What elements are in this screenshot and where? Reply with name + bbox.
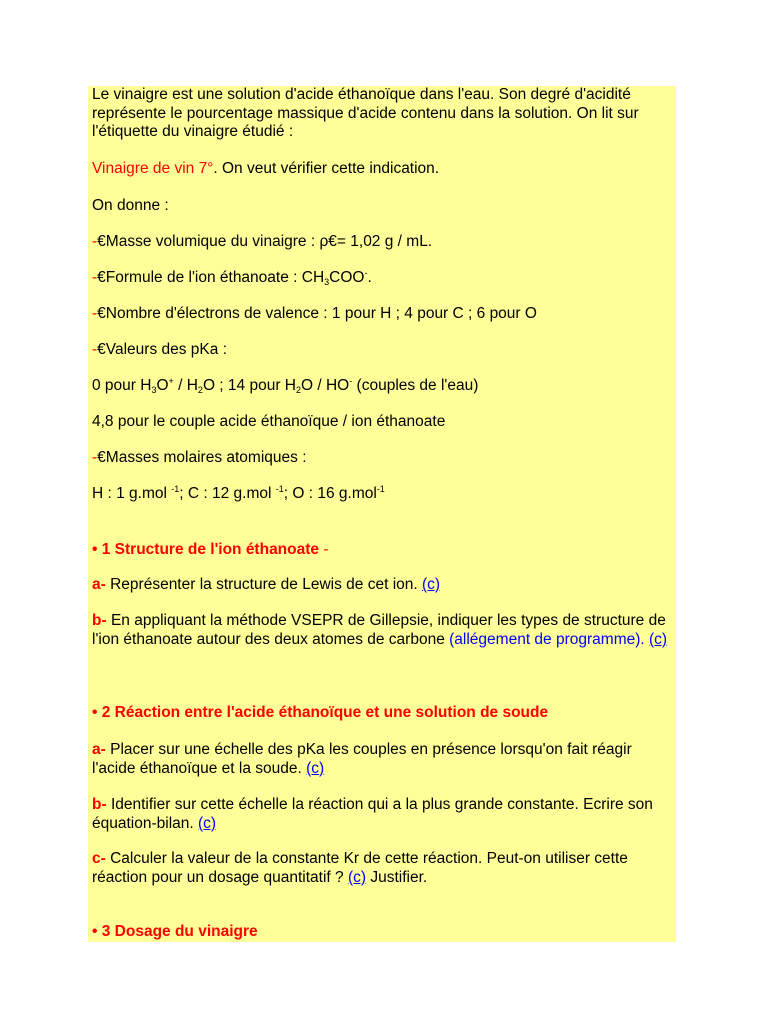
item-masse-volumique (92, 233, 670, 252)
pka-text: / H (173, 377, 198, 394)
section-2-question-a (92, 741, 670, 778)
question-text: Placer sur une échelle des pKa les couples en présence lorsqu'on fait réagir l'acide éthanoïque et la soude. (92, 741, 632, 777)
section-1-heading (92, 541, 670, 560)
item-electrons (92, 305, 670, 324)
item-formule (92, 269, 670, 288)
section-title: 1 Structure de l'ion éthanoate (97, 541, 320, 558)
pka-text: 0 pour H (92, 377, 152, 394)
masses-text: ; O : 16 g.mol (283, 485, 377, 502)
euro-marker: € (328, 233, 337, 250)
dash-marker: - (92, 305, 98, 322)
section-1-question-a (92, 576, 670, 595)
subscript: 2 (197, 385, 203, 395)
superscript: + (168, 376, 174, 386)
superscript: - (364, 268, 368, 278)
item-text: COO (329, 269, 365, 286)
pka-text: O ; 14 pour H (202, 377, 296, 394)
correction-link[interactable]: (c) (422, 576, 441, 593)
section-3-heading (92, 923, 670, 942)
pka-text: O (156, 377, 169, 394)
item-text: Nombre d'électrons de valence : 1 pour H ; 4 pour C ; 6 pour O (105, 305, 537, 322)
question-text: En appliquant la méthode VSEPR de Gillepsie, indiquer les types de structure de l'ion éthanoate autour des deux atomes de carbone (92, 612, 666, 648)
masses-line (92, 485, 670, 504)
pka-text: O / HO (301, 377, 350, 394)
intro-paragraph (92, 86, 670, 142)
section-tail: - (319, 541, 329, 558)
question-marker: b- (92, 612, 107, 629)
item-text: Masses molaires atomiques : (105, 449, 307, 466)
bullet-icon: • (92, 923, 98, 940)
item-pka-header (92, 341, 670, 360)
superscript: -1 (376, 484, 385, 494)
section-1-question-b (92, 612, 670, 649)
dash-marker: - (92, 269, 98, 286)
question-text: Calculer la valeur de la constante Kr de cette réaction. Peut-on utiliser cette réaction pour un dosage quantitatif ? (92, 850, 628, 886)
section-2-heading (92, 704, 670, 723)
item-text: = 1,02 g / mL. (336, 233, 433, 250)
dash-marker: - (92, 449, 98, 466)
euro-marker: € (97, 449, 106, 466)
given-header-text: On donne : (92, 197, 169, 214)
question-text: Justifier. (366, 868, 428, 886)
subscript: 3 (151, 385, 157, 395)
question-text: Identifier sur cette échelle la réaction qui a la plus grande constante. Ecrire son équation-bilan. (92, 796, 653, 832)
section-title: 3 Dosage du vinaigre (97, 923, 258, 940)
euro-marker: € (97, 233, 106, 250)
item-text: Formule de l'ion éthanoate : CH (105, 269, 325, 286)
pka-text: (couples de l'eau) (352, 377, 479, 394)
superscript: -1 (171, 484, 180, 494)
item-text: Valeurs des pKa : (105, 341, 227, 358)
item-masses-header (92, 449, 670, 468)
correction-link[interactable]: (c) (649, 630, 668, 648)
bullet-icon: • (92, 704, 98, 721)
program-note: (allégement de programme). (449, 630, 645, 648)
question-marker: b- (92, 796, 107, 813)
question-marker: c- (92, 850, 106, 867)
section-2-question-c (92, 850, 670, 887)
dash-marker: - (92, 233, 98, 250)
question-text: Représenter la structure de Lewis de cet ion. (105, 576, 422, 593)
correction-link[interactable]: (c) (306, 759, 325, 777)
given-header (92, 197, 670, 216)
euro-marker: € (97, 269, 106, 286)
correction-link[interactable]: (c) (198, 814, 217, 832)
label-rest: . On veut vérifier cette indication. (213, 160, 440, 177)
pka-text: 4,8 pour le couple acide éthanoïque / ion éthanoate (92, 413, 446, 430)
intro-text: Le vinaigre est une solution d'acide éthanoïque dans l'eau. Son degré d'acidité représente le pourcentage massique d'acide contenu dans la solution. On lit sur l'étiquette du vinaigre étudié : (92, 86, 639, 140)
correction-link[interactable]: (c) (347, 868, 367, 886)
subscript: 2 (295, 385, 301, 395)
item-text: Masse volumique du vinaigre : ρ (105, 233, 329, 250)
euro-marker: € (97, 341, 106, 358)
pka-line-water (92, 377, 670, 396)
item-text: . (367, 269, 372, 286)
dash-marker: - (92, 341, 98, 358)
euro-marker: € (97, 305, 106, 322)
superscript: -1 (275, 484, 284, 494)
section-2-question-b (92, 796, 670, 833)
label-line (92, 160, 670, 179)
subscript: 3 (324, 277, 330, 287)
superscript: - (349, 376, 353, 386)
question-marker: a- (92, 741, 106, 758)
bullet-icon: • (92, 541, 98, 558)
section-title: 2 Réaction entre l'acide éthanoïque et une solution de soude (97, 704, 549, 721)
question-marker: a- (92, 576, 106, 593)
masses-text: H : 1 g.mol (92, 485, 172, 502)
masses-text: ; C : 12 g.mol (179, 485, 276, 502)
document-page (88, 86, 676, 942)
label-value: Vinaigre de vin 7° (92, 160, 214, 177)
pka-line-acid (92, 413, 670, 432)
